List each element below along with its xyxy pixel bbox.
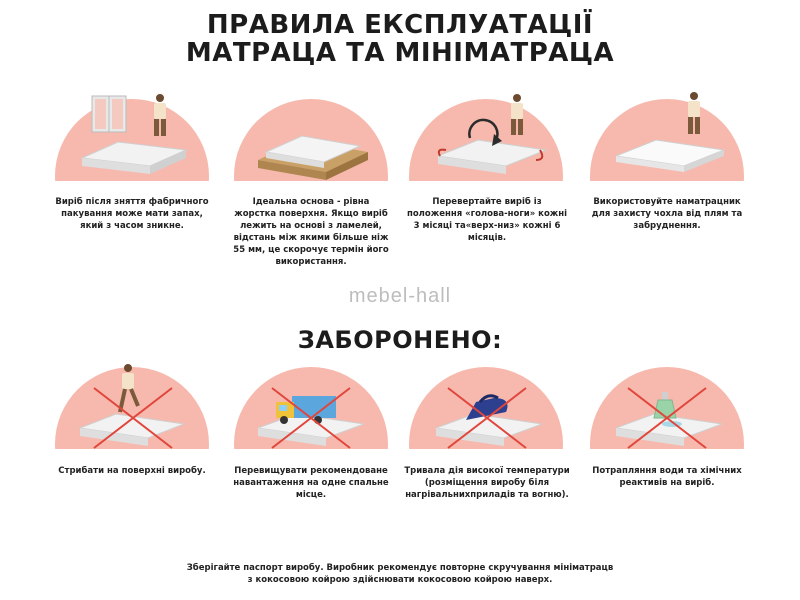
forbidden-title: ЗАБОРОНЕНО:: [297, 326, 503, 354]
forbidden-backgrounds: [55, 367, 744, 521]
page-title-line-2: МАТРАЦА ТА МІНІМАТРАЦА: [185, 38, 615, 68]
rule-caption-4: Використовуйте наматрацник для захисту чохла від плям та забруднення.: [591, 197, 743, 231]
footer-line-1: Зберігайте паспорт виробу. Виробник рекомендує повторне скручування мініматрацв: [186, 563, 614, 573]
footer-line-2: з кокосовою койрою здійснювати кокосовою койрою наверх.: [247, 575, 553, 585]
watermark: mebel-hall: [348, 285, 452, 307]
forbidden-caption-2: Перевищувати рекомендоване навантаження на одне спальне місце.: [233, 466, 389, 500]
rule-caption-3: Перевертайте виріб із положення «голова-ноги» кожні 3 місяці та«верх-низ» кожні 6 місяців.: [406, 197, 568, 243]
rule-caption-1: Виріб після зняття фабричного пакування може мати запах, який з часом зникне.: [55, 197, 209, 231]
footer-note: [0, 562, 800, 586]
page-title-line-1: ПРАВИЛА ЕКСПЛУАТАЦІЇ: [206, 10, 594, 40]
forbidden-caption-1: Стрибати на поверхні виробу.: [58, 466, 206, 476]
forbidden-caption-3: Тривала дія високої температури (розміщення виробу біля нагрівальнихприладів та вогню).: [404, 466, 570, 500]
rule-caption-2: Ідеальна основа - рівна жорстка поверхня. Якщо виріб лежить на основі з ламелей, відстань між якими більше ніж 55 мм, це скорочує термін його використання.: [233, 197, 389, 267]
forbidden-caption-4: Потрапляння води та хімічних реактивів на виріб.: [592, 466, 742, 488]
